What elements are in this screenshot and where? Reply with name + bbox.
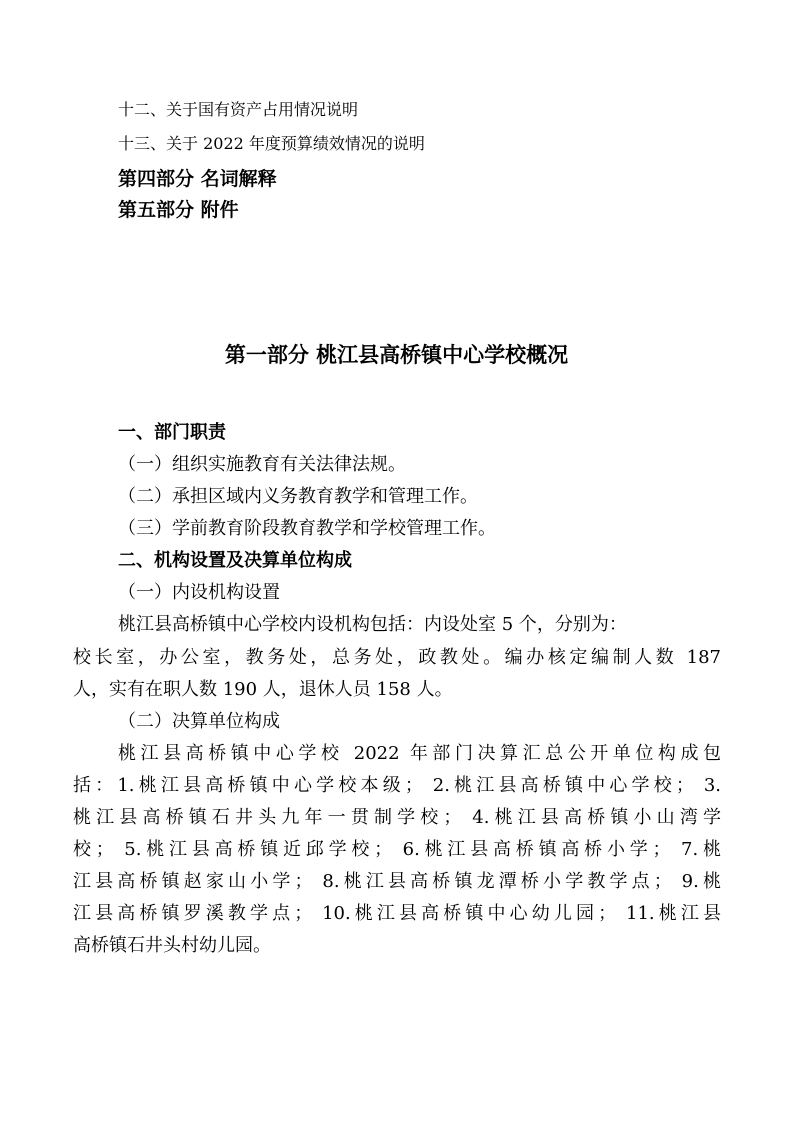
paragraph-line: 桃江县高桥镇石井头九年一贯制学校； 4.桃江县高桥镇小山湾学 (73, 807, 721, 828)
duty-item: （三）学前教育阶段教育教学和学校管理工作。 (118, 518, 496, 539)
duty-item: （二）承担区域内义务教育教学和管理工作。 (118, 486, 478, 507)
paragraph-line: 校长室，办公室，教务处，总务处，政教处。编办核定编制人数 187 (73, 647, 721, 668)
paragraph-line: 江县高桥镇罗溪教学点； 10.桃江县高桥镇中心幼儿园； 11.桃江县 (73, 903, 721, 924)
toc-part-5: 第五部分 附件 (118, 199, 239, 221)
paragraph-line: 桃江县高桥镇中心学校 2022 年部门决算汇总公开单位构成包 (118, 743, 721, 764)
paragraph-line: 人，实有在职人数 190 人，退休人员 158 人。 (73, 679, 453, 700)
toc-part-4: 第四部分 名词解释 (118, 168, 277, 190)
paragraph-line: 括：1.桃江县高桥镇中心学校本级； 2.桃江县高桥镇中心学校； 3. (73, 775, 721, 796)
part-one-title: 第一部分 桃江县高桥镇中心学校概况 (224, 343, 569, 367)
section-1-heading: 一、部门职责 (118, 422, 226, 443)
section-2-heading: 二、机构设置及决算单位构成 (118, 550, 352, 571)
paragraph-line: 江县高桥镇赵家山小学； 8.桃江县高桥镇龙潭桥小学教学点； 9.桃 (73, 871, 721, 892)
toc-item-13: 十三、关于 2022 年度预算绩效情况的说明 (118, 134, 425, 153)
duty-item: （一）组织实施教育有关法律法规。 (118, 454, 406, 475)
sub-1-heading: （一）内设机构设置 (118, 582, 280, 603)
toc-item-12: 十二、关于国有资产占用情况说明 (118, 100, 359, 119)
paragraph-line: 桃江县高桥镇中心学校内设机构包括：内设处室 5 个，分别为： (118, 614, 627, 635)
sub-2-heading: （二）决算单位构成 (118, 711, 280, 732)
paragraph-line: 高桥镇石井头村幼儿园。 (73, 935, 271, 956)
paragraph-line: 校； 5.桃江县高桥镇近邱学校； 6.桃江县高桥镇高桥小学； 7.桃 (73, 839, 721, 860)
